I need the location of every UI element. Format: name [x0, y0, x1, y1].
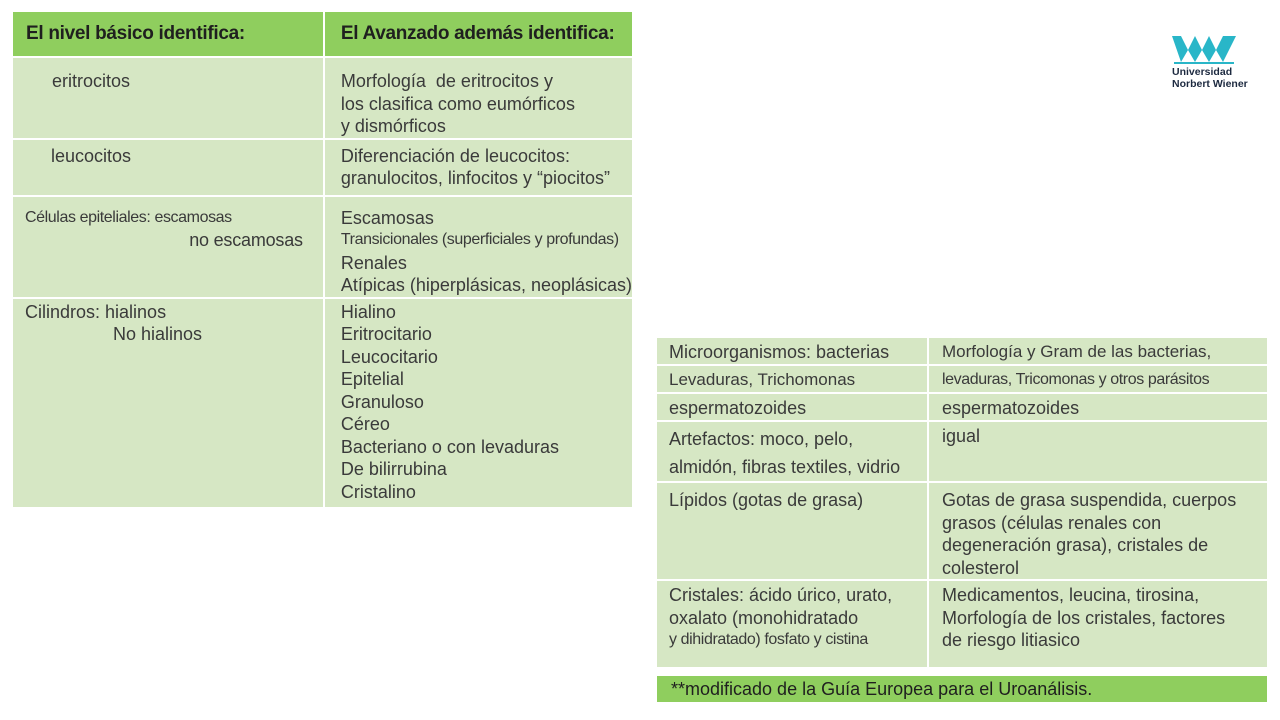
- cell-basic: Células epiteliales: escamosas: [25, 208, 232, 226]
- cell-basic: Cilindros: hialinos: [25, 301, 167, 322]
- cell-left-continued: y dihidratado) fosfato y cistina: [669, 631, 868, 648]
- cell-advanced: Hialino Eritrocitario Leucocitario Epitelial Granuloso Céreo Bacteriano o con levaduras De bilirrubina Cristalino: [340, 301, 559, 502]
- logo-text-line1: Universidad: [1172, 66, 1233, 78]
- cell-right: Morfología y Gram de las bacterias,: [942, 342, 1212, 361]
- basic-vs-advanced-table: [13, 12, 632, 507]
- cell-left: Microorganismos: bacterias: [669, 342, 890, 362]
- table-row: [657, 338, 1267, 366]
- university-logo: [1172, 36, 1272, 90]
- table-row: [13, 56, 632, 138]
- table-row: [657, 483, 1267, 581]
- table-row: [657, 581, 1267, 669]
- cell-left: Levaduras, Trichomonas: [669, 370, 856, 389]
- cell-right: levaduras, Tricomonas y otros parásitos: [942, 371, 1210, 388]
- logo-text-line2: Norbert Wiener: [1172, 77, 1248, 90]
- cell-advanced: Morfología de eritrocitos y los clasifica como eumórficos y dismórficos: [340, 71, 575, 136]
- cell-left: Lípidos (gotas de grasa): [669, 490, 864, 510]
- header-basic: El nivel básico identifica:: [13, 12, 325, 56]
- cell-left: espermatozoides: [669, 398, 807, 418]
- cell-basic-continued: No hialinos: [113, 324, 203, 344]
- cell-right: igual: [942, 426, 981, 446]
- cell-left: Cristales: ácido úrico, urato, oxalato (monohidratado: [669, 585, 893, 628]
- cell-basic: leucocitos: [51, 145, 132, 166]
- cell-basic: eritrocitos: [52, 71, 131, 91]
- cell-right: Gotas de grasa suspendida, cuerpos grasos (células renales con degeneración grasa), cristales de colesterol: [942, 490, 1237, 578]
- cell-right: Medicamentos, leucina, tirosina, Morfología de los cristales, factores de riesgo litiasico: [942, 585, 1226, 650]
- book-logo-icon: [1172, 36, 1236, 64]
- cell-advanced: Escamosas: [340, 207, 434, 228]
- footnote: **modificado de la Guía Europea para el Uroanálisis.: [657, 676, 1267, 702]
- cell-basic-continued: no escamosas: [189, 230, 303, 250]
- additional-elements-table: [657, 338, 1267, 669]
- cell-advanced-continued: Transicionales (superficiales y profundas): [340, 231, 619, 248]
- cell-left: Artefactos: moco, pelo, almidón, fibras textiles, vidrio: [669, 429, 901, 477]
- table-row: [657, 394, 1267, 422]
- table-row: [657, 366, 1267, 394]
- cell-advanced: Diferenciación de leucocitos: granulocitos, linfocitos y “piocitos”: [340, 145, 610, 188]
- table-row: [13, 138, 632, 195]
- table-row: [657, 422, 1267, 483]
- header-advanced: El Avanzado además identifica:: [325, 12, 632, 56]
- cell-advanced-continued: Renales Atípicas (hiperplásicas, neoplásicas): [340, 252, 632, 295]
- table-header-row: [13, 12, 632, 56]
- cell-right: espermatozoides: [942, 398, 1080, 418]
- table-row: [13, 195, 632, 297]
- table-row: [13, 297, 632, 507]
